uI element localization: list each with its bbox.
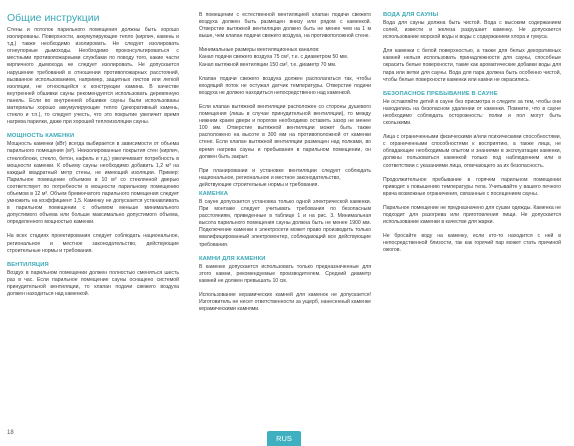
paragraph-ventilation-law-cont: действующие строительные нормы и требования. <box>199 181 319 188</box>
paragraph-long-stay: Продолжительное пребывание в горячем парильном помещении приводит к повышению температуры тела. Учитывайте у вашего печного врача возможные ограничения, связанные с посещением сауны. <box>383 176 561 197</box>
paragraph-air-inlet: Клапан подачи свежего воздуха должен располагаться так, чтобы входящий поток не остужал датчик температуры. Отверстие подачи воздуха не должно находиться непосредственно над каменкой. <box>199 75 371 96</box>
paragraph-duct-sizes: Минимальные размеры вентиляционных каналов: Канал подачи свежего воздуха 75 см², т.е. с диаметром 50 мм. Канал вытяжной вентиляции 150 см², т.е. диаметр 70 мм. <box>199 47 349 68</box>
paragraph-throwing-water: Не бросайте воду на каменку, если кто-то находится с ней в непосредственной близости, так как горячий пар может стать причиной ожогов. <box>383 233 561 254</box>
heading-safe-bathing: БЕЗОПАСНОЕ ПРЕБЫВАНИЕ В САУНЕ <box>383 90 498 97</box>
heading-ventilation: ВЕНТИЛЯЦИЯ <box>7 261 49 268</box>
paragraph-natural-ventilation: В помещении с естественной вентиляцией клапан подачи свежего воздуха должен быть размещен внизу или рядом с каменкой. Отверстие вытяжной вентиляции должно быть не менее чем на 1 м выше, чем клапан подачи свежего воздуха, на противоположной стене. <box>199 12 371 40</box>
heading-sauna-water: ВОДА ДЛЯ САУНЫ <box>383 12 439 18</box>
page-number: 18 <box>7 430 14 436</box>
paragraph-ventilation: Воздух в парильном помещении должен полностью сменяться шесть раз в час. Если парильное помещение сауны оснащено системой принудительной вентиляции, то клапан подачи свежего воздуха должен находиться над каменкой. <box>7 269 179 297</box>
paragraph-heater-power: Мощность каменки (кВт) всегда выбирается в зависимости от объема парильного помещения (м³). Неизолированные покрытия стен (кирпич, стеклоблоки, стекло, бетон, кафель и т.д.) увеличивают потребность в мощности каменки. К объему сауны необходимо добавить 1,2 м³ на каждый квадратный метр стены, не имеющий изоляции. Пример: Парильное помещение объемом в 10 м³ со стеклянной дверью соответствует по потребности в мощности парильному помещению объемом в 12 м³. Объем бревенчатого парильного помещения следует умножить на коэффициент 1,5. Каменку не допускается устанавливать в парильном помещении с объемом меньше минимального допустимого объема или больше максимально допустимого объема, определенного мощностью каменки. <box>7 141 179 226</box>
paragraph-exhaust: Если клапан вытяжной вентиляции расположен со стороны душевого помещения (лишь в случае принудительной вентиляции), то между нижним краем двери и порогом необходимо оставить зазор не менее 100 мм. Отверстие вытяжной вентиляции может быть также расположено на высоте в 300 мм на противоположной от каменки стене. Если клапан вытяжной вентиляции размещен над полками, во время нагрева сауны и пребывания в парильном помещении, он должен быть закрыт. <box>199 103 371 160</box>
heading-heater-power: МОЩНОСТЬ КАМЕНКИ <box>7 133 75 140</box>
paragraph-limited-abilities: Лица с ограниченными физическими и/или психическими способностями, с ограниченными способностями к восприятию, а также лица, не обладающие необходимым опытом и знаниями в эксплуатации каменки, должны пользоваться каменкой только под наблюдением или в соответствии с указаниями лица, отвечающего за их безопасность. <box>383 134 561 169</box>
section-title: Общие инструкции <box>7 12 100 24</box>
column-right <box>383 12 561 261</box>
paragraph-stones: В каменке допускается использовать только предназначенные для этого камни, рекомендуемые производителем. Средний диаметр камней не должен превышать 10 см. <box>199 263 371 284</box>
heading-heater: КАМЕНКА <box>199 190 229 197</box>
paragraph-not-for-drying: Парильное помещение не предназначено для сушки одежды. Каменка не подходит для разогрева или приготовления пищи. Не допускается использование каменки в качестве для жарки. <box>383 204 561 226</box>
paragraph-general: Стены и потолок парильного помещения должны быть хорошо изолированы. Поверхности, аккумулирующие тепло (кирпич, камень и т.д.) также необходимо изолировать. Не следует изолировать огнеупорные дымоходы. Необходимо проконсультироваться с местными противопожарными службами по поводу того, какие части кирпичного дымохода не следует изолировать. Не допускается нарушение требований в отношении противопожарных расстояний, вызванное использованием, например, защитных листов или легкой изоляции, не относящейся к конструкции камина. В качестве внутренней обшивки сауны рекомендуется использовать деревянную панель. Если во внутренней обшивке сауны были использованы материалы хорошо аккумулирующие тепло (декоративный камень, стекло и т.п.), то следует учесть, что это покрытие увеличит время нагрева парилки, даже при хорошей теплоизоляции сауны. <box>7 27 179 126</box>
column-left <box>7 12 179 305</box>
paragraph-white-surface: Для каменки с белой поверхностью, а также для белых декоративных камней нельзя использовать принадлежности для сауны, способные окрасить белые поверхности, такие как ароматические добавки воды для пара или ветки для сауны. Вода для пара должна быть особенно чистой, чтобы белые поверхности каменки или камни не окрасились. <box>383 48 561 83</box>
paragraph-ceramic-stones: Использование керамических камней для каменок не допускается! Изготовитель не несет ответственности за ущерб, нанесенный каменке керамическими камнями. <box>199 291 371 313</box>
column-middle <box>199 12 371 320</box>
paragraph-children: Не оставляйте детей в сауне без присмотра и следите за тем, чтобы они находились на безопасном удалении от каменки. Помните, что в сауне необходимо соблюдать осторожность: полки и пол могут быть скользкими. <box>383 98 561 127</box>
paragraph-ventilation-law: При планировании и установке вентиляции следует соблюдать национальное, региональное и местное законодательство, <box>199 167 371 181</box>
heading-stones: КАМНИ ДЛЯ КАМЕНКИ <box>199 255 266 262</box>
paragraph-regulations: На всех стадиях проектирования следует соблюдать национальное, региональное и местное законодательство, действующие строительные нормы и требования. <box>7 233 179 254</box>
language-tab: RUS <box>267 431 301 446</box>
paragraph-heater: В сауне допускается установка только одной электрической каменки. При монтаже следует учитывать требования по безопасным расстояниям, приведенные в таблице 1 и на рис. 3. Минимальная высота парильного помещения сауны должна быть не менее 1900 мм. Подключение каменки к электросети может право производить только квалифицированный электромонтер, соблюдающий все действующие требования. <box>199 198 371 248</box>
paragraph-sauna-water: Вода для сауны должна быть чистой. Вода с высоким содержанием солей, извести и железа разрушает каменку. Не допускается использование морской воды и воды с содержанием хлора и гумуса. <box>383 20 561 41</box>
